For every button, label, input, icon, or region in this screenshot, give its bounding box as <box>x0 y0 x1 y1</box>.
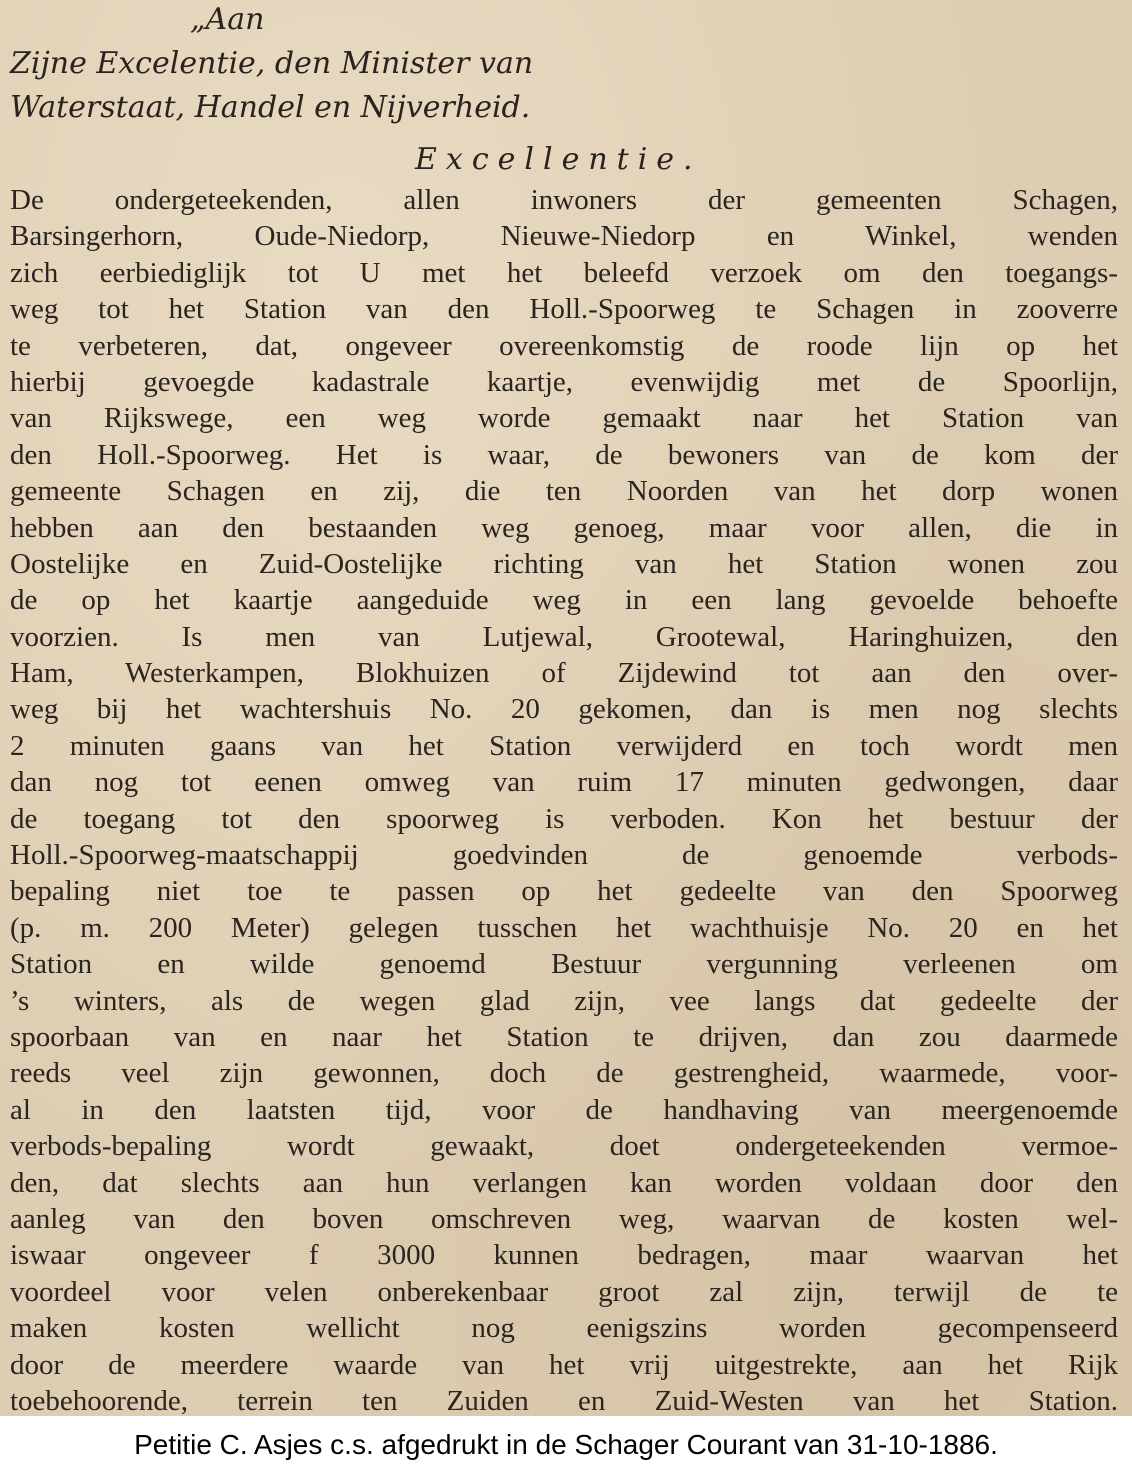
petition-body <box>10 182 1118 1416</box>
salutation-line-3: Waterstaat, Handel en Nijverheid. <box>10 90 531 125</box>
body-line: toebehoorende, terrein ten Zuiden en Zuid-Westen van het Station. <box>10 1384 1118 1416</box>
body-line: gemeente Schagen en zij, die ten Noorden van het dorp wonen <box>10 475 1118 508</box>
body-line: al in den laatsten tijd, voor de handhaving van meergenoemde <box>10 1093 1118 1126</box>
body-line: van Rijkswege, een weg worde gemaakt naar het Station van <box>10 402 1118 435</box>
body-line: De ondergeteekenden, allen inwoners der gemeenten Schagen, <box>10 184 1118 216</box>
body-line: den Holl.-Spoorweg. Het is waar, de bewoners van de kom der <box>10 438 1118 471</box>
body-line: de toegang tot den spoorweg is verboden. Kon het bestuur der <box>10 802 1118 835</box>
body-line: maken kosten wellicht nog eenigszins worden gecompenseerd <box>10 1312 1118 1345</box>
body-line: door de meerdere waarde van het vrij uitgestrekte, aan het Rijk <box>10 1348 1118 1381</box>
body-line: 2 minuten gaans van het Station verwijderd en toch wordt men <box>10 729 1118 762</box>
body-line: Barsingerhorn, Oude-Niedorp, Nieuwe-Niedorp en Winkel, wenden <box>10 220 1118 253</box>
body-line: Oostelijke en Zuid-Oostelijke richting van het Station wonen zou <box>10 547 1118 580</box>
body-line: verbods-bepaling wordt gewaakt, doet ondergeteekenden vermoe- <box>10 1130 1118 1163</box>
body-line: Station en wilde genoemd Bestuur vergunning verleenen om <box>10 948 1118 981</box>
body-line: voordeel voor velen onberekenbaar groot zal zijn, terwijl de te <box>10 1275 1118 1308</box>
body-line: zich eerbiediglijk tot U met het beleefd verzoek om den toegangs- <box>10 256 1118 289</box>
body-line: weg tot het Station van den Holl.-Spoorweg te Schagen in zooverre <box>10 293 1118 326</box>
image-caption: Petitie C. Asjes c.s. afgedrukt in de Schager Courant van 31-10-1886. <box>0 1416 1132 1474</box>
body-line: iswaar ongeveer f 3000 kunnen bedragen, maar waarvan het <box>10 1239 1118 1272</box>
body-line: den, dat slechts aan hun verlangen kan worden voldaan door den <box>10 1166 1118 1199</box>
greeting: Excellentie. <box>415 142 702 177</box>
body-line: hebben aan den bestaanden weg genoeg, maar voor allen, die in <box>10 511 1118 544</box>
body-line: (p. m. 200 Meter) gelegen tusschen het wachthuisje No. 20 en het <box>10 911 1118 944</box>
body-line: weg bij het wachtershuis No. 20 gekomen, dan is men nog slechts <box>10 693 1118 726</box>
body-line: spoorbaan van en naar het Station te drijven, dan zou daarmede <box>10 1020 1118 1053</box>
body-line: te verbeteren, dat, ongeveer overeenkomstig de roode lijn op het <box>10 329 1118 362</box>
body-line: dan nog tot eenen omweg van ruim 17 minuten gedwongen, daar <box>10 766 1118 799</box>
body-line: Ham, Westerkampen, Blokhuizen of Zijdewind tot aan den over- <box>10 657 1118 690</box>
body-line: ’s winters, als de wegen glad zijn, vee langs dat gedeelte der <box>10 984 1118 1017</box>
salutation-line-2: Zijne Excelentie, den Minister van <box>10 46 534 81</box>
body-line: voorzien. Is men van Lutjewal, Grootewal, Haringhuizen, den <box>10 620 1118 653</box>
body-line: hierbij gevoegde kadastrale kaartje, evenwijdig met de Spoorlijn, <box>10 365 1118 398</box>
body-line: reeds veel zijn gewonnen, doch de gestrengheid, waarmede, voor- <box>10 1057 1118 1090</box>
body-line: aanleg van den boven omschreven weg, waarvan de kosten wel- <box>10 1202 1118 1235</box>
body-line: bepaling niet toe te passen op het gedeelte van den Spoorweg <box>10 875 1118 908</box>
body-line: de op het kaartje aangeduide weg in een lang gevoelde behoefte <box>10 584 1118 617</box>
body-line: Holl.-Spoorweg-maatschappij goedvinden de genoemde verbods- <box>10 839 1118 872</box>
salutation-line-1: „Aan <box>190 2 265 37</box>
